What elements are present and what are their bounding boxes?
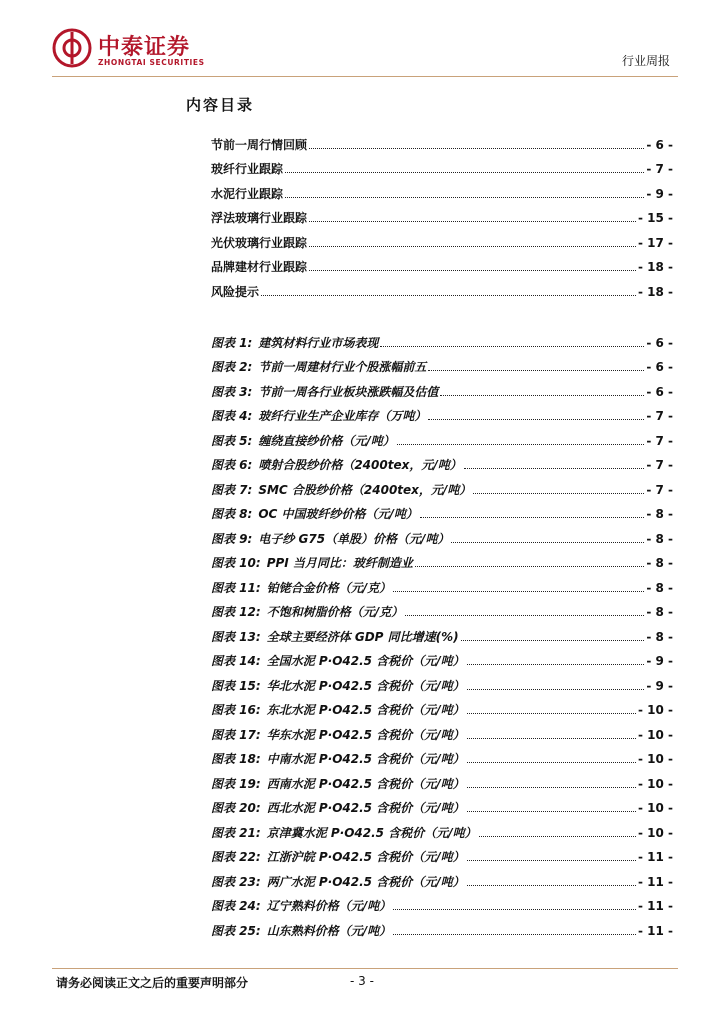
section-title: 节前一周行情回顾 [211,137,308,152]
dot-leader [467,810,636,812]
toc-figure-entry[interactable] [211,718,673,743]
footer-divider [52,968,678,969]
section-title: 风险提示 [211,284,260,299]
toc-figure-entry[interactable] [211,449,673,474]
figure-label: 图表 14: [211,654,261,668]
entry-page-number: - 9 - [646,654,673,668]
figure-title: SMC 合股纱价格（2400tex，元/吨） [258,482,472,497]
figure-label: 图表 20: [211,801,261,815]
dot-leader [393,590,644,592]
entry-page-number: - 6 - [646,335,673,350]
figure-title: 华东水泥 P·O42.5 含税价（元/吨） [266,727,465,742]
toc-section-entry[interactable] [211,128,673,153]
toc-figure-entry[interactable] [211,841,673,866]
toc-figure-entry[interactable] [211,865,673,890]
dot-leader [451,541,644,543]
figure-label: 图表 16: [211,703,261,717]
dot-leader [479,835,636,837]
figure-title: 全国水泥 P·O42.5 含税价（元/吨） [266,654,465,668]
entry-page-number: - 18 - [637,284,673,299]
dot-leader [461,639,645,641]
entry-page-number: - 10 - [637,703,673,717]
company-logo [52,28,212,72]
entry-page-number: - 8 - [646,629,673,644]
toc-figure-entry[interactable] [211,767,673,792]
toc-figure-entry[interactable] [211,669,673,694]
figure-title: 节前一周建材行业个股涨幅前五 [258,360,427,374]
dot-leader [467,884,636,886]
entry-page-number: - 7 - [646,458,673,472]
zhongtai-logo-icon [52,28,92,68]
toc-figure-entry[interactable] [211,645,673,670]
figure-label: 图表 6: [211,458,253,472]
section-title: 水泥行业跟踪 [211,186,284,201]
dot-leader [467,761,636,763]
entry-page-number: - 8 - [646,531,673,546]
figure-label: 图表 25: [211,923,261,938]
dot-leader [467,737,636,739]
toc-figure-entry[interactable] [211,620,673,645]
dot-leader [467,712,636,714]
entry-page-number: - 10 - [637,752,673,766]
toc-figure-entry[interactable] [211,694,673,719]
figure-title: 山东熟料价格（元/吨） [266,923,392,938]
entry-page-number: - 10 - [637,801,673,815]
entry-page-number: - 18 - [637,260,673,274]
toc-figure-entry[interactable] [211,424,673,449]
toc-figure-list [211,326,673,939]
section-title: 品牌建材行业跟踪 [211,260,308,274]
figure-label: 图表 17: [211,727,261,742]
toc-section-entry[interactable] [211,202,673,227]
figure-title: PPI 当月同比：玻纤制造业 [266,556,413,570]
toc-figure-entry[interactable] [211,914,673,939]
figure-label: 图表 4: [211,409,253,423]
page-number: - 3 - [350,974,374,988]
entry-page-number: - 8 - [646,605,673,619]
logo-english-name: ZHONGTAI SECURITIES [98,58,205,67]
entry-page-number: - 7 - [646,162,673,176]
figure-label: 图表 12: [211,605,261,619]
figure-label: 图表 22: [211,850,261,864]
toc-section-entry[interactable] [211,251,673,276]
entry-page-number: - 6 - [646,384,673,399]
entry-page-number: - 8 - [646,507,673,521]
figure-label: 图表 9: [211,531,253,546]
dot-leader [428,369,644,371]
dot-leader [464,467,645,469]
toc-section-entry[interactable] [211,177,673,202]
toc-figure-entry[interactable] [211,326,673,351]
entry-page-number: - 10 - [637,776,673,791]
dot-leader [473,492,644,494]
figure-title: 电子纱 G75（单股）价格（元/吨） [258,531,450,546]
figure-label: 图表 24: [211,899,261,913]
figure-title: 建筑材料行业市场表现 [258,335,379,350]
figure-title: 两广水泥 P·O42.5 含税价（元/吨） [266,874,465,889]
toc-figure-entry[interactable] [211,473,673,498]
entry-page-number: - 10 - [637,727,673,742]
dot-leader [261,294,636,296]
figure-title: 节前一周各行业板块涨跌幅及估值 [258,384,439,399]
dot-leader [405,614,644,616]
entry-page-number: - 9 - [646,186,673,201]
section-title: 玻纤行业跟踪 [211,162,284,176]
header-divider [52,76,678,77]
toc-figure-entry[interactable] [211,351,673,376]
figure-title: 不饱和树脂价格（元/克） [266,605,404,619]
toc-section-entry[interactable] [211,275,673,300]
section-title: 浮法玻璃行业跟踪 [211,211,308,225]
toc-figure-entry[interactable] [211,743,673,768]
figure-label: 图表 15: [211,678,261,693]
entry-page-number: - 17 - [637,235,673,250]
dot-leader [467,663,645,665]
figure-label: 图表 11: [211,580,261,595]
entry-page-number: - 11 - [637,874,673,889]
dot-leader [467,859,636,861]
figure-title: 西南水泥 P·O42.5 含税价（元/吨） [266,776,465,791]
figure-title: 西北水泥 P·O42.5 含税价（元/吨） [266,801,465,815]
entry-page-number: - 8 - [646,556,673,570]
toc-figure-entry[interactable] [211,596,673,621]
entry-page-number: - 6 - [646,360,673,374]
figure-title: 玻纤行业生产企业库存（万吨） [258,409,427,423]
toc-figure-entry[interactable] [211,792,673,817]
figure-title: 缠绕直接纱价格（元/吨） [258,433,395,448]
toc-figure-entry[interactable] [211,498,673,523]
toc-section-entry[interactable] [211,226,673,251]
dot-leader [393,908,636,910]
figure-label: 图表 2: [211,360,253,374]
figure-title: 京津冀水泥 P·O42.5 含税价（元/吨） [266,825,477,840]
figure-title: 喷射合股纱价格（2400tex，元/吨） [258,458,462,472]
figure-title: OC 中国玻纤纱价格（元/吨） [258,507,418,521]
dot-leader [420,516,644,518]
figure-title: 铂铑合金价格（元/克） [266,580,392,595]
entry-page-number: - 7 - [646,409,673,423]
toc-figure-entry[interactable] [211,400,673,425]
toc-figure-entry[interactable] [211,571,673,596]
figure-label: 图表 7: [211,482,253,497]
dot-leader [397,443,645,445]
dot-leader [285,171,644,173]
figure-title: 辽宁熟料价格（元/吨） [266,899,392,913]
toc-title: 内容目录 [186,96,255,114]
toc-figure-entry[interactable] [211,547,673,572]
logo-chinese-name: 中泰证券 [98,35,191,60]
figure-title: 东北水泥 P·O42.5 含税价（元/吨） [266,703,465,717]
dot-leader [380,345,644,347]
document-type: 行业周报 [621,54,670,68]
dot-leader [309,220,636,222]
figure-title: 中南水泥 P·O42.5 含税价（元/吨） [266,752,465,766]
figure-label: 图表 3: [211,384,253,399]
dot-leader [309,245,636,247]
dot-leader [467,786,636,788]
dot-leader [309,269,636,271]
figure-label: 图表 5: [211,433,253,448]
dot-leader [309,147,644,149]
entry-page-number: - 11 - [637,923,673,938]
toc-figure-entry[interactable] [211,375,673,400]
section-title: 光伏玻璃行业跟踪 [211,235,308,250]
toc-section-entry[interactable] [211,153,673,178]
figure-title: 华北水泥 P·O42.5 含税价（元/吨） [266,678,465,693]
dot-leader [467,688,645,690]
figure-label: 图表 8: [211,507,253,521]
dot-leader [428,418,644,420]
toc-figure-entry[interactable] [211,522,673,547]
entry-page-number: - 7 - [646,433,673,448]
entry-page-number: - 9 - [646,678,673,693]
figure-label: 图表 1: [211,335,253,350]
toc-figure-entry[interactable] [211,816,673,841]
page-header [0,0,724,80]
toc-section-list [211,128,673,300]
figure-label: 图表 19: [211,776,261,791]
dot-leader [285,196,644,198]
figure-label: 图表 13: [211,629,261,644]
entry-page-number: - 8 - [646,580,673,595]
entry-page-number: - 6 - [646,137,673,152]
footer-disclaimer: 请务必阅读正文之后的重要声明部分 [56,976,249,990]
entry-page-number: - 10 - [637,825,673,840]
figure-title: 全球主要经济体 GDP 同比增速(%) [266,629,459,644]
figure-label: 图表 18: [211,752,261,766]
entry-page-number: - 11 - [637,850,673,864]
entry-page-number: - 11 - [637,899,673,913]
figure-label: 图表 10: [211,556,261,570]
figure-label: 图表 23: [211,874,261,889]
figure-title: 江浙沪皖 P·O42.5 含税价（元/吨） [266,850,465,864]
dot-leader [393,933,636,935]
dot-leader [415,565,644,567]
dot-leader [440,394,644,396]
entry-page-number: - 7 - [646,482,673,497]
figure-label: 图表 21: [211,825,261,840]
entry-page-number: - 15 - [637,211,673,225]
toc-figure-entry[interactable] [211,890,673,915]
